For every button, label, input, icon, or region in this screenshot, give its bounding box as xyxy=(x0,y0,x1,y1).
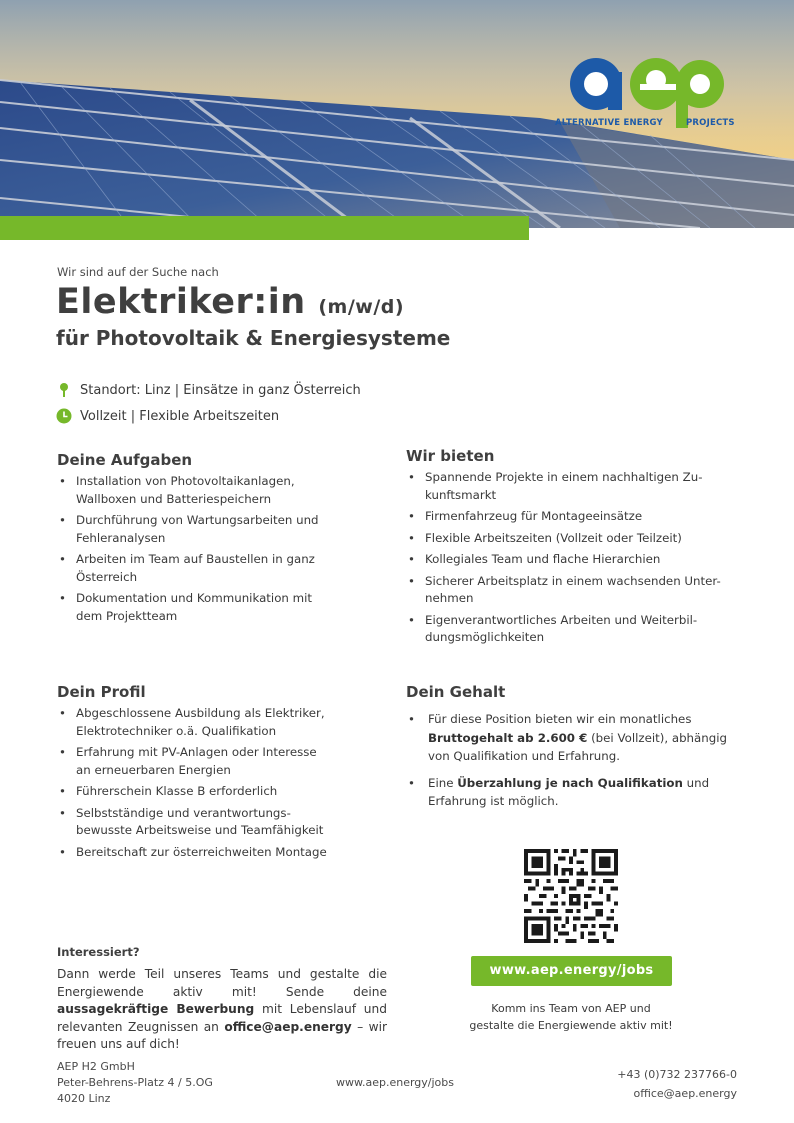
list-item: • Führerschein Klasse B erforderlich xyxy=(57,783,367,801)
profil-list xyxy=(57,705,367,865)
footer-email[interactable]: office@aep.energy xyxy=(633,1087,737,1100)
footer-phone[interactable]: +43 (0)732 237766-0 xyxy=(617,1068,737,1081)
profil-heading: Dein Profil xyxy=(57,683,146,701)
job-title-text: Elektriker:in xyxy=(56,282,306,322)
list-item: • Kollegiales Team und flache Hierarchien xyxy=(406,551,746,569)
job-title-suffix: (m/w/d) xyxy=(318,296,405,318)
accent-bar xyxy=(0,216,529,240)
logo-subtitle-right: PROJECTS xyxy=(686,118,735,128)
job-title xyxy=(56,282,404,322)
bieten-list xyxy=(406,469,746,651)
list-item: • Arbeiten im Team auf Baustellen in ganz Österreich xyxy=(57,551,357,586)
bieten-heading: Wir bieten xyxy=(406,447,495,465)
interest-heading: Interessiert? xyxy=(57,945,140,959)
footer-city: 4020 Linz xyxy=(57,1092,111,1105)
interest-paragraph: Dann werde Teil unseres Teams und gestalte die Energiewende aktiv mit! Sende deine aussagekräftige Bewerbung mit Lebenslauf und relevanten Zeugnissen an office@aep.energy – wir freuen uns auf dich! xyxy=(57,967,387,1051)
list-item: • Eine Überzahlung je nach Qualifikation und Erfahrung ist möglich. xyxy=(406,774,746,811)
list-item: • Installation von Photovoltaikanlagen, Wallboxen und Batteriespeichern xyxy=(57,473,357,508)
list-item: • Spannende Projekte in einem nachhaltigen Zu- kunftsmarkt xyxy=(406,469,746,504)
list-item: • Durchführung von Wartungsarbeiten und Fehleranalysen xyxy=(57,512,357,547)
contact-email-inline: office@aep.energy xyxy=(224,1019,352,1034)
clock-icon xyxy=(56,408,72,424)
aufgaben-list xyxy=(57,473,357,629)
list-item: • Sicherer Arbeitsplatz in einem wachsenden Unter- nehmen xyxy=(406,573,746,608)
gehalt-heading: Dein Gehalt xyxy=(406,683,506,701)
footer-address xyxy=(57,1059,213,1107)
list-item: • Bereitschaft zur österreichweiten Montage xyxy=(57,844,367,862)
intro-text: Wir sind auf der Suche nach xyxy=(57,265,219,279)
footer-company: AEP H2 GmbH xyxy=(57,1060,135,1073)
footer-website[interactable]: www.aep.energy/jobs xyxy=(336,1076,454,1089)
time-row xyxy=(56,408,279,424)
list-item: • Flexible Arbeitszeiten (Vollzeit oder Teilzeit) xyxy=(406,530,746,548)
location-pin-icon xyxy=(56,382,72,398)
list-item: • Eigenverantwortliches Arbeiten und Weiterbil- dungsmöglichkeiten xyxy=(406,612,746,647)
location-row xyxy=(56,382,361,398)
job-subtitle: für Photovoltaik & Energiesysteme xyxy=(56,326,451,350)
list-item: • Für diese Position bieten wir ein monatliches Bruttogehalt ab 2.600 € (bei Vollzeit), abhängig von Qualifikation und Erfahrung. xyxy=(406,710,746,766)
list-item: • Dokumentation und Kommunikation mit dem Projektteam xyxy=(57,590,357,625)
list-item: • Abgeschlossene Ausbildung als Elektriker, Elektrotechniker o.ä. Qualifikation xyxy=(57,705,367,740)
cta-note: Komm ins Team von AEP und gestalte die Energiewende aktiv mit! xyxy=(469,1002,673,1032)
list-item: • Erfahrung mit PV-Anlagen oder Interesse an erneuerbaren Energien xyxy=(57,744,367,779)
aufgaben-heading: Deine Aufgaben xyxy=(57,451,193,469)
list-item: • Firmenfahrzeug für Montageeinsätze xyxy=(406,508,746,526)
footer-street: Peter-Behrens-Platz 4 / 5.OG xyxy=(57,1076,213,1089)
qr-code[interactable] xyxy=(524,849,618,943)
aep-logo xyxy=(552,52,752,136)
time-text: Vollzeit | Flexible Arbeitszeiten xyxy=(80,408,280,424)
footer-contact xyxy=(560,1065,737,1103)
jobs-link-button[interactable]: www.aep.energy/jobs xyxy=(471,956,672,986)
gehalt-list xyxy=(406,710,746,819)
logo-subtitle-left: ALTERNATIVE ENERGY xyxy=(555,118,663,128)
list-item: • Selbstständige und verantwortungs- bewusste Arbeitsweise und Teamfähigkeit xyxy=(57,805,367,840)
location-text: Standort: Linz | Einsätze in ganz Österreich xyxy=(80,382,361,398)
